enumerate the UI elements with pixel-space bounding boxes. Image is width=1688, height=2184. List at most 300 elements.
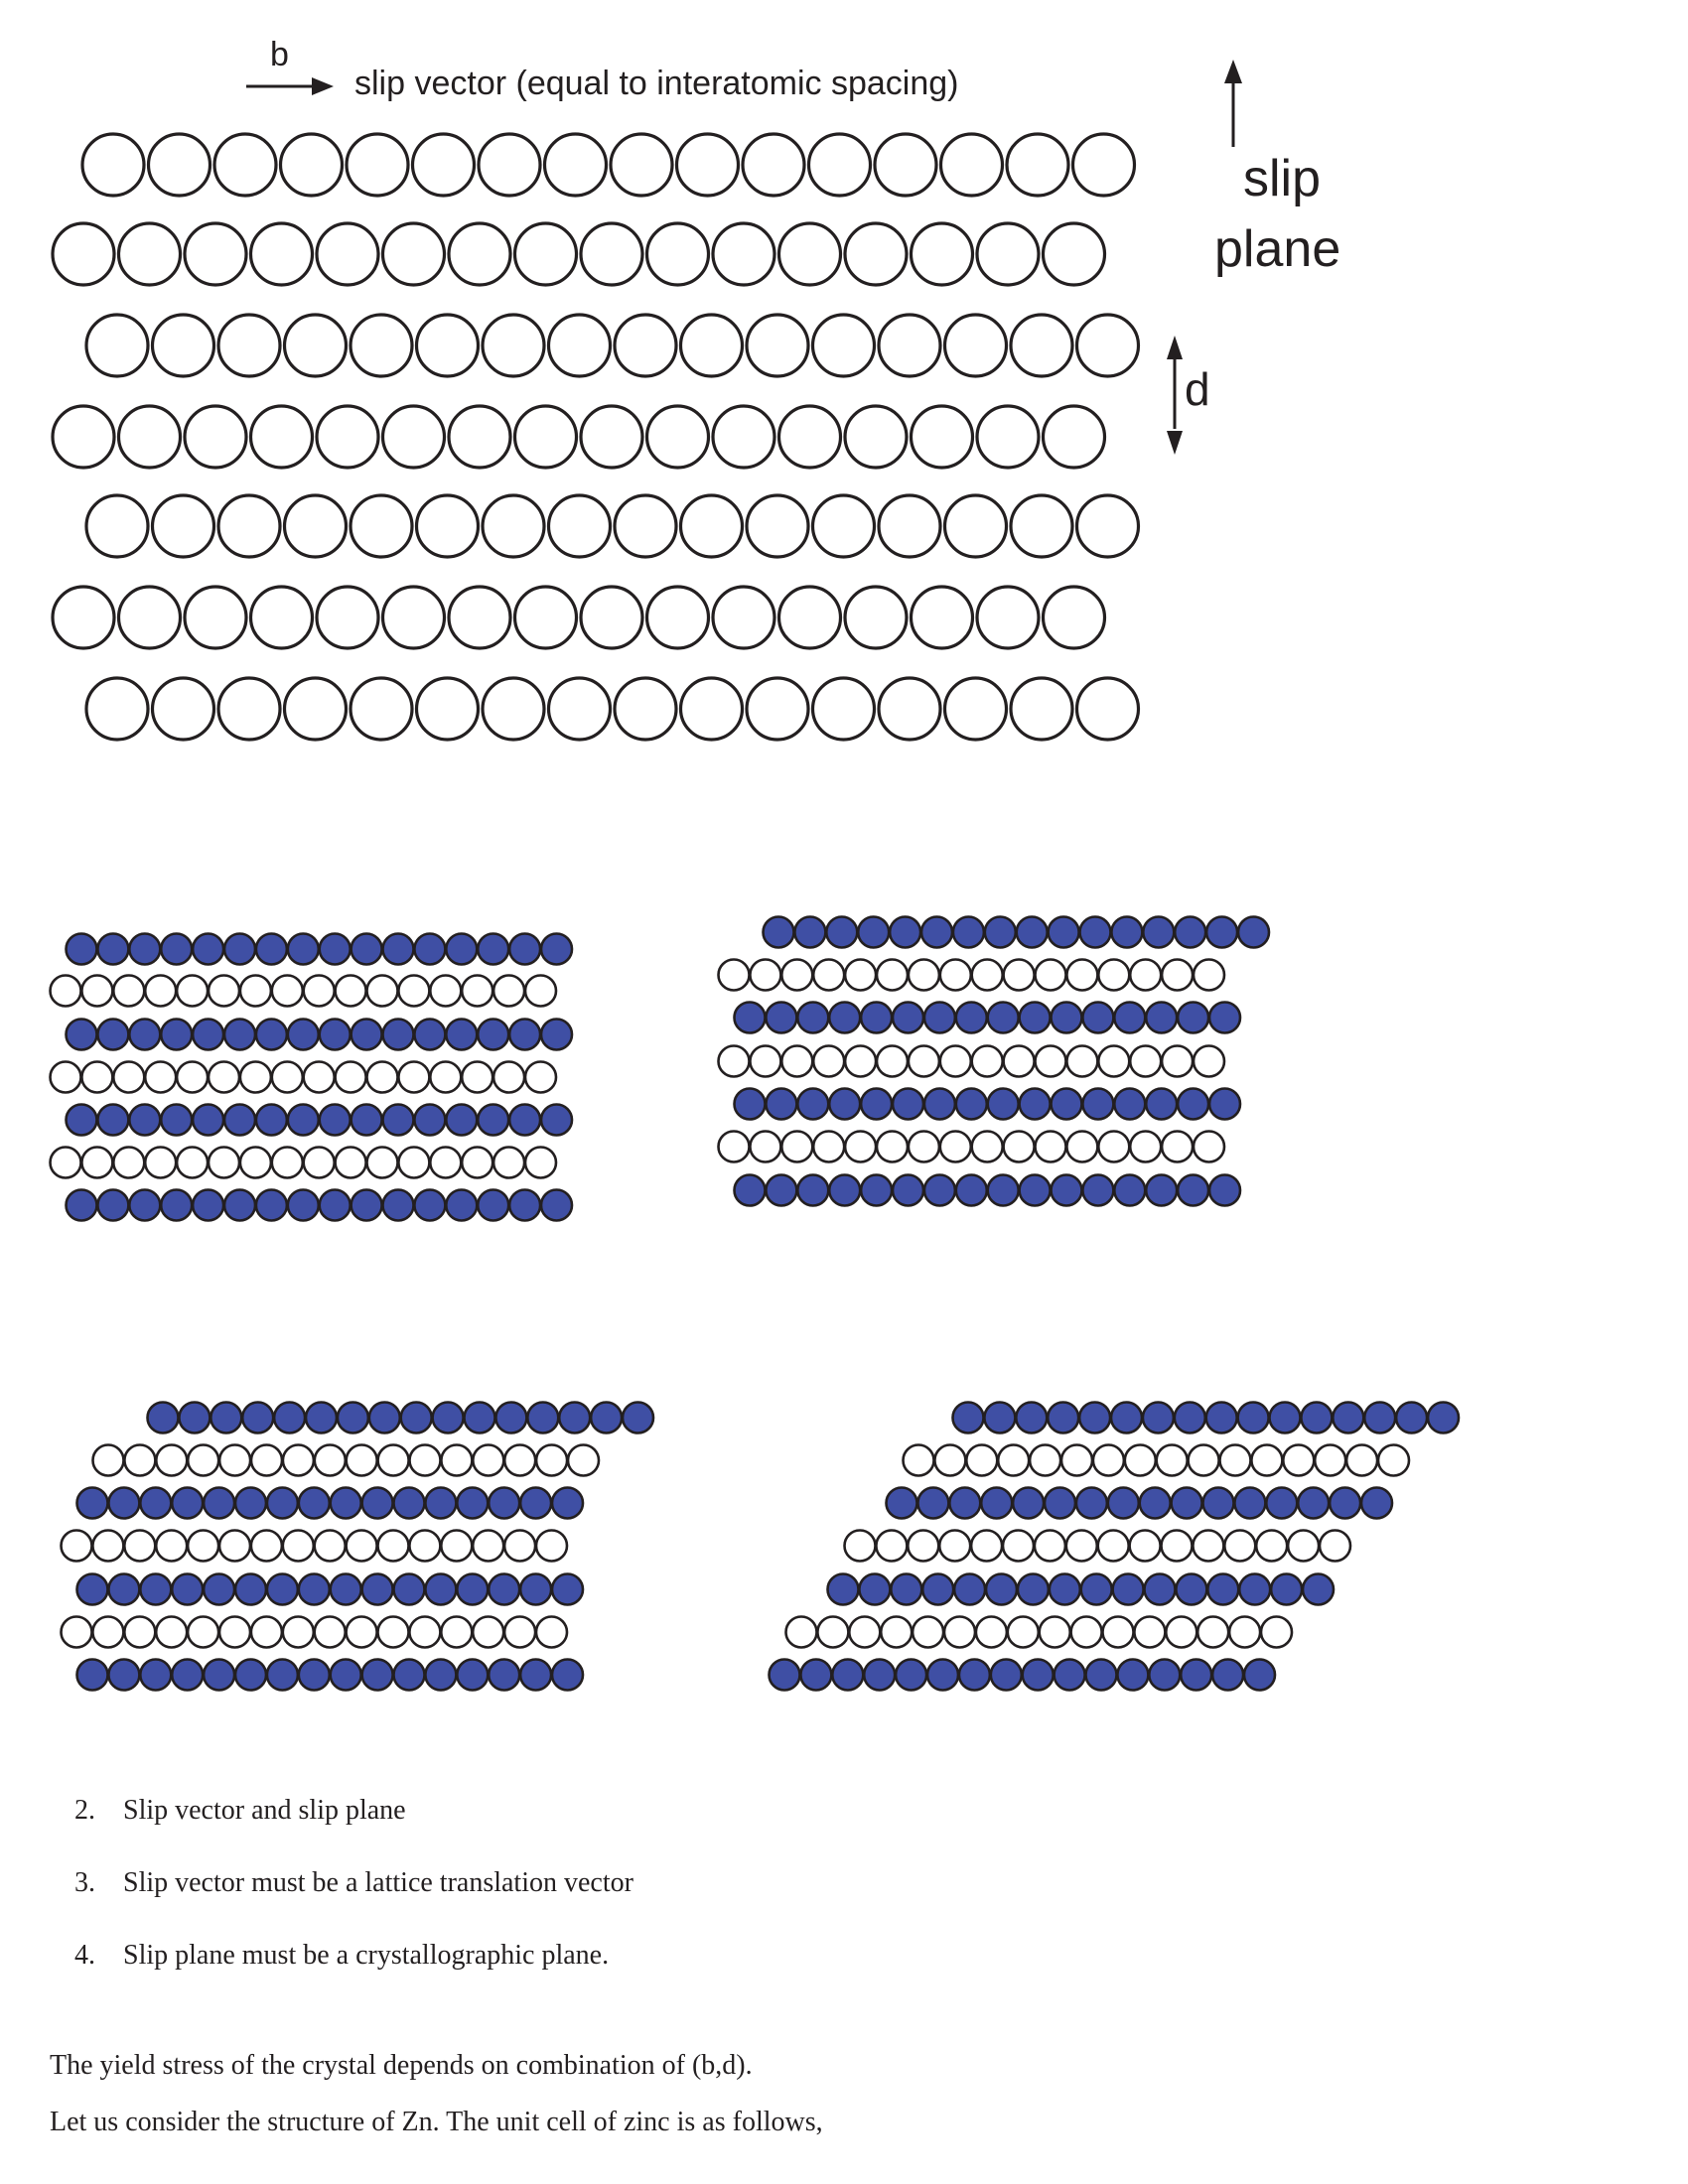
- empty-atom: [185, 406, 246, 468]
- list-item-4-number: 4.: [74, 1940, 95, 1971]
- filled-atom: [864, 1660, 895, 1691]
- filled-atom: [425, 1488, 456, 1519]
- empty-atom: [998, 1445, 1029, 1476]
- filled-atom: [172, 1660, 203, 1691]
- filled-atom: [735, 1003, 766, 1033]
- filled-atom: [896, 1660, 926, 1691]
- empty-atom: [813, 495, 875, 557]
- atom-row-filled: [828, 1574, 1335, 1605]
- empty-atom: [462, 1062, 492, 1093]
- empty-atom: [966, 1445, 997, 1476]
- empty-atom: [939, 1531, 970, 1562]
- filled-atom: [794, 917, 825, 948]
- filled-atom: [1271, 1574, 1302, 1605]
- empty-atom: [536, 1531, 567, 1562]
- filled-atom: [956, 1003, 987, 1033]
- filled-atom: [988, 1175, 1019, 1206]
- empty-atom: [845, 223, 907, 285]
- filled-atom: [1178, 1089, 1208, 1120]
- filled-atom: [984, 1403, 1015, 1433]
- empty-atom: [845, 1132, 876, 1162]
- filled-atom: [299, 1488, 330, 1519]
- empty-atom: [283, 1531, 314, 1562]
- empty-atom: [1166, 1617, 1196, 1648]
- empty-atom: [493, 1062, 524, 1093]
- empty-atom: [581, 406, 642, 468]
- filled-atom: [1428, 1403, 1459, 1433]
- empty-atom: [813, 1046, 844, 1077]
- filled-atom: [1364, 1403, 1395, 1433]
- empty-atom: [383, 587, 445, 648]
- filled-atom: [826, 917, 857, 948]
- filled-atom: [541, 1020, 572, 1050]
- empty-atom: [1162, 1132, 1193, 1162]
- filled-atom: [414, 934, 445, 965]
- filled-atom: [362, 1574, 393, 1605]
- filled-atom: [489, 1488, 519, 1519]
- empty-atom: [912, 223, 973, 285]
- atom-row-filled: [770, 1660, 1276, 1691]
- filled-atom: [425, 1574, 456, 1605]
- empty-atom: [1157, 1445, 1188, 1476]
- empty-atom: [1061, 1445, 1092, 1476]
- filled-atom: [1076, 1488, 1107, 1519]
- filled-atom: [320, 934, 351, 965]
- empty-atom: [209, 1148, 239, 1178]
- filled-atom: [509, 934, 540, 965]
- empty-atom: [977, 406, 1039, 468]
- empty-atom: [81, 976, 112, 1007]
- filled-atom: [959, 1660, 990, 1691]
- empty-atom: [285, 315, 347, 376]
- filled-atom: [1396, 1403, 1427, 1433]
- empty-atom: [515, 406, 577, 468]
- filled-atom: [861, 1175, 892, 1206]
- empty-atom: [347, 134, 408, 196]
- atom-row-filled: [67, 934, 573, 965]
- empty-atom: [383, 406, 445, 468]
- atom-row-empty: [86, 315, 1139, 376]
- empty-atom: [972, 960, 1003, 991]
- empty-atom: [156, 1531, 187, 1562]
- filled-atom: [991, 1660, 1022, 1691]
- empty-atom: [113, 1148, 144, 1178]
- empty-atom: [549, 678, 611, 740]
- filled-atom: [887, 1488, 917, 1519]
- filled-atom: [520, 1660, 551, 1691]
- empty-atom: [462, 1148, 492, 1178]
- filled-atom: [1079, 1403, 1110, 1433]
- filled-atom: [362, 1660, 393, 1691]
- empty-atom: [188, 1531, 218, 1562]
- empty-atom: [1040, 1617, 1070, 1648]
- filled-atom: [369, 1403, 400, 1433]
- empty-atom: [845, 1531, 876, 1562]
- empty-atom: [219, 1445, 250, 1476]
- empty-atom: [647, 587, 709, 648]
- paragraph-zinc-structure: Let us consider the structure of Zn. The unit cell of zinc is as follows,: [50, 2107, 823, 2137]
- empty-atom: [879, 495, 940, 557]
- empty-atom: [251, 587, 313, 648]
- empty-atom: [1346, 1445, 1377, 1476]
- filled-atom: [446, 1105, 477, 1136]
- atom-lattices: [51, 134, 1460, 1691]
- empty-atom: [545, 134, 607, 196]
- empty-atom: [240, 1062, 271, 1093]
- empty-atom: [934, 1445, 965, 1476]
- filled-atom: [97, 1020, 128, 1050]
- empty-atom: [779, 587, 841, 648]
- empty-atom: [81, 1148, 112, 1178]
- empty-atom: [1288, 1531, 1319, 1562]
- empty-atom: [1130, 960, 1161, 991]
- interplanar-spacing-label: d: [1185, 363, 1210, 415]
- empty-atom: [417, 678, 479, 740]
- filled-atom: [267, 1574, 298, 1605]
- empty-atom: [549, 495, 611, 557]
- filled-atom: [193, 1020, 223, 1050]
- filled-atom: [394, 1574, 425, 1605]
- filled-atom: [108, 1488, 139, 1519]
- filled-atom: [235, 1660, 266, 1691]
- filled-atom: [235, 1488, 266, 1519]
- filled-atom: [288, 1105, 319, 1136]
- filled-atom: [108, 1660, 139, 1691]
- empty-atom: [781, 1132, 812, 1162]
- filled-atom: [1020, 1175, 1051, 1206]
- empty-atom: [879, 678, 940, 740]
- filled-atom: [922, 1574, 953, 1605]
- empty-atom: [750, 1132, 780, 1162]
- filled-atom: [766, 1175, 796, 1206]
- filled-atom: [77, 1574, 108, 1605]
- filled-atom: [1017, 917, 1048, 948]
- empty-atom: [747, 495, 808, 557]
- filled-atom: [67, 1020, 97, 1050]
- filled-atom: [1052, 1175, 1082, 1206]
- empty-atom: [219, 1531, 250, 1562]
- empty-atom: [398, 1062, 429, 1093]
- filled-atom: [320, 1190, 351, 1221]
- filled-atom: [446, 1190, 477, 1221]
- empty-atom: [82, 134, 144, 196]
- empty-atom: [188, 1617, 218, 1648]
- filled-atom: [299, 1574, 330, 1605]
- filled-atom: [735, 1175, 766, 1206]
- atom-row-filled: [887, 1488, 1393, 1519]
- filled-atom: [267, 1488, 298, 1519]
- empty-atom: [877, 1132, 908, 1162]
- empty-atom: [568, 1445, 599, 1476]
- filled-atom: [1209, 1089, 1240, 1120]
- filled-atom: [1270, 1403, 1301, 1433]
- empty-atom: [53, 406, 114, 468]
- empty-atom: [145, 1148, 176, 1178]
- empty-atom: [1011, 495, 1072, 557]
- empty-atom: [188, 1445, 218, 1476]
- empty-atom: [515, 223, 577, 285]
- empty-atom: [81, 1062, 112, 1093]
- filled-atom: [433, 1403, 464, 1433]
- filled-atom: [1082, 1089, 1113, 1120]
- filled-atom: [1082, 1003, 1113, 1033]
- filled-atom: [77, 1488, 108, 1519]
- empty-atom: [315, 1617, 346, 1648]
- empty-atom: [62, 1617, 92, 1648]
- filled-atom: [924, 1003, 955, 1033]
- empty-atom: [525, 976, 556, 1007]
- atom-row-empty: [53, 223, 1105, 285]
- filled-atom: [1203, 1488, 1234, 1519]
- empty-atom: [317, 406, 378, 468]
- filled-atom: [981, 1488, 1012, 1519]
- filled-atom: [224, 1190, 255, 1221]
- filled-atom: [861, 1003, 892, 1033]
- empty-atom: [218, 495, 280, 557]
- filled-atom: [1143, 1403, 1174, 1433]
- filled-atom: [890, 917, 920, 948]
- filled-atom: [891, 1574, 921, 1605]
- empty-atom: [1378, 1445, 1409, 1476]
- filled-atom: [414, 1105, 445, 1136]
- empty-atom: [1283, 1445, 1314, 1476]
- filled-atom: [1333, 1403, 1363, 1433]
- filled-atom: [770, 1660, 800, 1691]
- filled-atom: [1018, 1574, 1049, 1605]
- filled-atom: [465, 1403, 495, 1433]
- filled-atom: [1146, 1003, 1177, 1033]
- filled-atom: [457, 1660, 488, 1691]
- filled-atom: [224, 1105, 255, 1136]
- filled-atom: [414, 1020, 445, 1050]
- paragraph-yield-stress: The yield stress of the crystal depends on combination of (b,d).: [50, 2050, 753, 2081]
- empty-atom: [1224, 1531, 1255, 1562]
- empty-atom: [909, 960, 939, 991]
- filled-atom: [478, 1105, 508, 1136]
- atom-row-empty: [86, 678, 1139, 740]
- filled-atom: [797, 1089, 828, 1120]
- filled-atom: [425, 1660, 456, 1691]
- empty-atom: [971, 1531, 1002, 1562]
- empty-atom: [251, 223, 313, 285]
- empty-atom: [251, 1531, 282, 1562]
- empty-atom: [817, 1617, 848, 1648]
- filled-atom: [591, 1403, 622, 1433]
- empty-atom: [149, 134, 211, 196]
- filled-atom: [97, 1105, 128, 1136]
- empty-atom: [367, 976, 398, 1007]
- empty-atom: [145, 976, 176, 1007]
- filled-atom: [552, 1574, 583, 1605]
- filled-atom: [520, 1488, 551, 1519]
- filled-atom: [352, 1020, 382, 1050]
- empty-atom: [281, 134, 343, 196]
- filled-atom: [383, 934, 414, 965]
- filled-atom: [832, 1660, 863, 1691]
- filled-atom: [1045, 1488, 1075, 1519]
- filled-atom: [478, 1190, 508, 1221]
- empty-atom: [1077, 315, 1139, 376]
- empty-atom: [119, 406, 181, 468]
- empty-atom: [1103, 1617, 1134, 1648]
- filled-atom: [274, 1403, 305, 1433]
- empty-atom: [941, 134, 1003, 196]
- empty-atom: [1098, 1132, 1129, 1162]
- empty-atom: [449, 587, 510, 648]
- empty-atom: [809, 134, 871, 196]
- empty-atom: [747, 315, 808, 376]
- empty-atom: [779, 223, 841, 285]
- filled-atom: [67, 1105, 97, 1136]
- empty-atom: [124, 1531, 155, 1562]
- empty-atom: [1162, 1046, 1193, 1077]
- empty-atom: [1004, 1132, 1035, 1162]
- empty-atom: [647, 223, 709, 285]
- filled-atom: [211, 1403, 241, 1433]
- filled-atom: [1020, 1003, 1051, 1033]
- filled-atom: [129, 1105, 160, 1136]
- filled-atom: [352, 1105, 382, 1136]
- filled-atom: [457, 1574, 488, 1605]
- atom-row-empty: [93, 1445, 600, 1476]
- filled-atom: [1111, 1403, 1142, 1433]
- filled-atom: [383, 1105, 414, 1136]
- atom-row-filled: [67, 1020, 573, 1050]
- empty-atom: [611, 134, 672, 196]
- filled-atom: [1238, 1403, 1269, 1433]
- filled-atom: [766, 1089, 796, 1120]
- empty-atom: [1189, 1445, 1219, 1476]
- empty-atom: [1011, 678, 1072, 740]
- empty-atom: [283, 1617, 314, 1648]
- empty-atom: [504, 1617, 535, 1648]
- filled-atom: [509, 1105, 540, 1136]
- empty-atom: [51, 976, 81, 1007]
- empty-atom: [156, 1617, 187, 1648]
- empty-atom: [1030, 1445, 1060, 1476]
- empty-atom: [113, 976, 144, 1007]
- empty-atom: [677, 134, 739, 196]
- atom-row-empty: [51, 976, 557, 1007]
- empty-atom: [908, 1531, 938, 1562]
- filled-atom: [552, 1488, 583, 1519]
- empty-atom: [1197, 1617, 1228, 1648]
- filled-atom: [1013, 1488, 1044, 1519]
- filled-atom: [859, 1574, 890, 1605]
- atom-row-empty: [904, 1445, 1410, 1476]
- empty-atom: [240, 1148, 271, 1178]
- slip-vector-arrow: [246, 77, 334, 95]
- empty-atom: [145, 1062, 176, 1093]
- filled-atom: [338, 1403, 368, 1433]
- empty-atom: [251, 406, 313, 468]
- empty-atom: [1134, 1617, 1165, 1648]
- filled-atom: [800, 1660, 831, 1691]
- empty-atom: [430, 1062, 461, 1093]
- empty-atom: [214, 134, 276, 196]
- empty-atom: [209, 1062, 239, 1093]
- filled-atom: [242, 1403, 273, 1433]
- empty-atom: [1066, 1531, 1097, 1562]
- empty-atom: [1004, 960, 1035, 991]
- empty-atom: [781, 960, 812, 991]
- empty-atom: [351, 315, 412, 376]
- filled-atom: [172, 1574, 203, 1605]
- empty-atom: [713, 587, 774, 648]
- empty-atom: [317, 223, 378, 285]
- filled-atom: [331, 1660, 361, 1691]
- empty-atom: [615, 495, 676, 557]
- filled-atom: [953, 1403, 984, 1433]
- empty-atom: [398, 976, 429, 1007]
- filled-atom: [161, 1190, 192, 1221]
- empty-atom: [272, 1062, 303, 1093]
- filled-atom: [917, 1488, 948, 1519]
- atom-row-empty: [86, 495, 1139, 557]
- empty-atom: [779, 406, 841, 468]
- empty-atom: [1044, 587, 1105, 648]
- filled-atom: [320, 1105, 351, 1136]
- empty-atom: [336, 1062, 366, 1093]
- filled-atom: [1117, 1660, 1148, 1691]
- slip-plane-label-line2: plane: [1214, 220, 1341, 278]
- empty-atom: [1194, 960, 1224, 991]
- filled-atom: [1175, 1403, 1205, 1433]
- empty-atom: [493, 976, 524, 1007]
- filled-atom: [97, 1190, 128, 1221]
- atom-row-empty: [62, 1531, 568, 1562]
- filled-atom: [1146, 1089, 1177, 1120]
- empty-atom: [119, 587, 181, 648]
- empty-atom: [219, 1617, 250, 1648]
- empty-atom: [378, 1445, 409, 1476]
- empty-atom: [909, 1132, 939, 1162]
- filled-atom: [956, 1089, 987, 1120]
- lattice-small-3: [62, 1403, 654, 1691]
- empty-atom: [750, 960, 780, 991]
- filled-atom: [1266, 1488, 1297, 1519]
- filled-atom: [320, 1020, 351, 1050]
- empty-atom: [1130, 1531, 1161, 1562]
- empty-atom: [581, 587, 642, 648]
- empty-atom: [483, 315, 544, 376]
- empty-atom: [1066, 1132, 1097, 1162]
- empty-atom: [972, 1046, 1003, 1077]
- list-item-3-text: Slip vector must be a lattice translation vector: [123, 1867, 633, 1898]
- list-item-2-number: 2.: [74, 1795, 95, 1826]
- filled-atom: [140, 1660, 171, 1691]
- empty-atom: [473, 1617, 503, 1648]
- filled-atom: [256, 1190, 287, 1221]
- lattice-small-2: [719, 917, 1270, 1206]
- filled-atom: [1052, 1003, 1082, 1033]
- filled-atom: [1082, 1175, 1113, 1206]
- empty-atom: [462, 976, 492, 1007]
- empty-atom: [1003, 1531, 1034, 1562]
- empty-atom: [218, 315, 280, 376]
- empty-atom: [786, 1617, 817, 1648]
- filled-atom: [172, 1488, 203, 1519]
- filled-atom: [67, 934, 97, 965]
- empty-atom: [940, 1046, 971, 1077]
- empty-atom: [1098, 1046, 1129, 1077]
- filled-atom: [352, 934, 382, 965]
- filled-atom: [956, 1175, 987, 1206]
- atom-row-filled: [764, 917, 1270, 948]
- empty-atom: [336, 976, 366, 1007]
- filled-atom: [1114, 1003, 1145, 1033]
- empty-atom: [1007, 134, 1068, 196]
